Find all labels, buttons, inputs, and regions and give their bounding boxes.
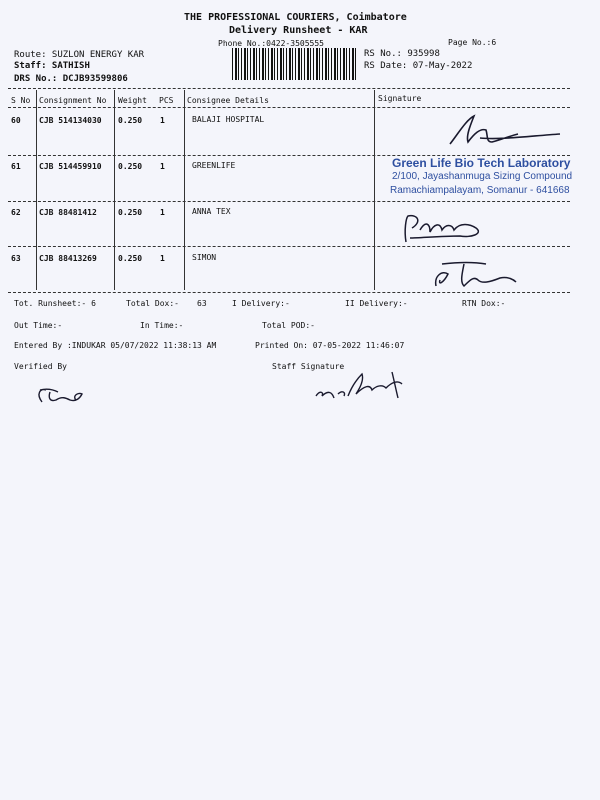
row-sno: 62: [11, 208, 21, 217]
out-time: Out Time:-: [14, 321, 63, 330]
entered-by: Entered By :INDUKAR 05/07/2022 11:38:13 AM: [14, 341, 217, 350]
table-top-rule: [8, 88, 570, 89]
row-pcs: 1: [160, 162, 165, 171]
row-pcs: 1: [160, 116, 165, 125]
row-consignee: ANNA TEX: [192, 207, 231, 216]
stamp-line-1: Green Life Bio Tech Laboratory: [392, 156, 571, 170]
verified-signature: [32, 382, 92, 406]
col-header-pcs: PCS: [159, 96, 174, 105]
page-number: Page No.:6: [448, 38, 497, 47]
row-consignee: BALAJI HOSPITAL: [192, 115, 265, 124]
staff: Staff: SATHISH: [14, 61, 90, 71]
signature-row-62: [400, 210, 500, 246]
table-bottom-rule: [8, 292, 570, 293]
row-sno: 60: [11, 116, 21, 125]
row-consignment: CJB 514459910: [39, 162, 102, 171]
ii-delivery: II Delivery:-: [345, 299, 408, 308]
company-name: THE PROFESSIONAL COURIERS, Coimbatore: [184, 12, 407, 23]
phone-number: Phone No.:0422-3505555: [218, 39, 324, 48]
total-pod: Total POD:-: [262, 321, 315, 330]
row-consignment: CJB 88413269: [39, 254, 97, 263]
barcode: [232, 48, 356, 80]
i-delivery: I Delivery:-: [232, 299, 290, 308]
row-weight: 0.250: [118, 208, 143, 217]
row-consignment: CJB 88481412: [39, 208, 97, 217]
row-weight: 0.250: [118, 116, 143, 125]
col-header-sno: S No: [11, 96, 31, 105]
row-consignment: CJB 514134030: [39, 116, 102, 125]
stamp-line-3: Ramachiampalayam, Somanur - 641668: [390, 185, 570, 196]
document-title: Delivery Runsheet - KAR: [229, 25, 368, 36]
printed-on: Printed On: 07-05-2022 11:46:07: [255, 341, 405, 350]
row-weight: 0.250: [118, 254, 143, 263]
in-time: In Time:-: [140, 321, 184, 330]
staff-signature: [312, 366, 412, 406]
row-rule: [8, 201, 570, 202]
signature-row-60: [440, 112, 570, 152]
row-consignee: GREENLIFE: [192, 161, 236, 170]
rtn-dox: RTN Dox:-: [462, 299, 506, 308]
rs-number: RS No.: 935998: [364, 49, 440, 59]
col-header-signature: Signature: [378, 94, 422, 103]
signature-row-63: [430, 256, 520, 292]
column-divider: [114, 90, 115, 290]
drs-number: DRS No.: DCJB93599806: [14, 74, 128, 84]
row-rule: [8, 246, 570, 247]
rs-date: RS Date: 07-May-2022: [364, 61, 473, 71]
total-dox-value: 63: [197, 299, 207, 308]
route: Route: SUZLON ENERGY KAR: [14, 50, 145, 60]
column-divider: [184, 90, 185, 290]
total-runsheet: Tot. Runsheet:- 6: [14, 299, 96, 308]
row-consignee: SIMON: [192, 253, 217, 262]
row-pcs: 1: [160, 208, 165, 217]
column-divider: [36, 90, 37, 290]
col-header-consignment: Consignment No: [39, 96, 107, 105]
row-sno: 63: [11, 254, 21, 263]
stamp-line-2: 2/100, Jayashanmuga Sizing Compound: [392, 171, 573, 182]
col-header-consignee: Consignee Details: [187, 96, 269, 105]
table-header-rule: [8, 107, 570, 108]
total-dox-label: Total Dox:-: [126, 299, 179, 308]
col-header-weight: Weight: [118, 96, 147, 105]
row-weight: 0.250: [118, 162, 143, 171]
row-sno: 61: [11, 162, 21, 171]
staff-signature-label: Staff Signature: [272, 362, 345, 371]
row-pcs: 1: [160, 254, 165, 263]
verified-by-label: Verified By: [14, 362, 67, 371]
column-divider: [374, 90, 375, 290]
